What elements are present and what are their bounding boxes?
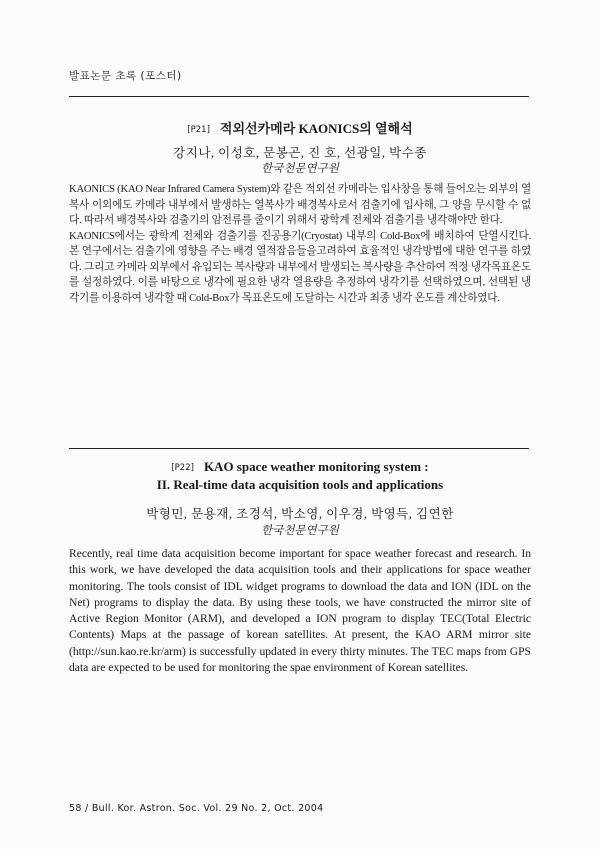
paper1-abstract xyxy=(69,182,531,306)
paper1-paragraph-2: KAONICS에서는 광학계 전체와 검출기를 진공용기(Cryostat) 내부의 Cold-Box에 배치하여 단열시킨다. 본 연구에서는 검출기에 영향을 주는 배경 열적잡음들을고려하여 효율적인 냉각방법에 대한 연구를 하였다. 그리고 카메라 외부에서 유입되는 복사량과 내부에서 발생되는 복사량을 추산하여 적정 냉각목표온도를 설정하였다. 이를 바탕으로 냉각에 필요한 냉각 열용량을 추정하여 냉각기를 선택하였으며, 선택된 냉각기를 이용하여 냉각할 때 Cold-Box가 목표온도에 도달하는 시간과 최종 냉각 온도를 계산하였다. xyxy=(69,230,531,304)
paper2-title-1: KAO space weather monitoring system : xyxy=(203,459,429,474)
paper2-title-line-2: II. Real-time data acquisition tools and applications xyxy=(156,477,444,492)
paper2-title-line-1 xyxy=(0,459,600,475)
paper2-code: [P22] xyxy=(171,463,194,473)
paper2-affiliation: 한국천문연구원 xyxy=(261,525,339,537)
top-rule xyxy=(69,96,529,97)
paper1-authors: 강지나, 이성호, 문봉곤, 진 호, 선광일, 박수종 xyxy=(173,146,427,160)
paper1-paragraph-1: KAONICS (KAO Near Infrared Camera System)와 같은 적외선 카메라는 입사창을 통해 들어오는 외부의 열복사 이외에도 카메라 내부에서 발생하는 열복사가 배경복사로서 검출기에 입사해, 그 양을 무시할 수 없다. 따라서 배경복사와 검출기의 암전류를 줄이기 위해서 광학계 전체와 검출기를 냉각해야만 한다. xyxy=(69,184,531,226)
paper2-paragraph-1: Recently, real time data acquisition become important for space weather forecast and research. In this work, we have developed the data acquisition tools and their applications for space weather monitoring. The tools consist of IDL widget programs to download the data and ION (IDL on the Net) programs to display the data. By using these tools, we have constructed the mirror site of Active Region Monitor (ARM), and developed a ION program to display TEC(Total Electric Contents) Maps at the passage of korean satellites. At present, the KAO ARM mirror site (http://sun.kao.re.kr/arm) is successfully updated in every thirty minutes. The TEC maps from GPS data are expected to be used for monitoring the spae environment of Korean satellites. xyxy=(69,547,531,675)
paper1-affiliation: 한국천문연구원 xyxy=(261,163,339,175)
paper1-title-line xyxy=(0,118,600,137)
paper1-code: [P21] xyxy=(187,125,210,135)
section-divider xyxy=(69,448,529,449)
paper1-title: 적외선카메라 KAONICS의 열해석 xyxy=(219,121,413,136)
running-head: 발표논문 초록 (포스터) xyxy=(69,70,182,82)
paper2-abstract xyxy=(69,546,531,676)
page-footer: 58 / Bull. Kor. Astron. Soc. Vol. 29 No. 2, Oct. 2004 xyxy=(69,803,324,814)
paper2-authors: 박형민, 문용재, 조경석, 박소영, 이우경, 박영득, 김연한 xyxy=(146,507,454,521)
